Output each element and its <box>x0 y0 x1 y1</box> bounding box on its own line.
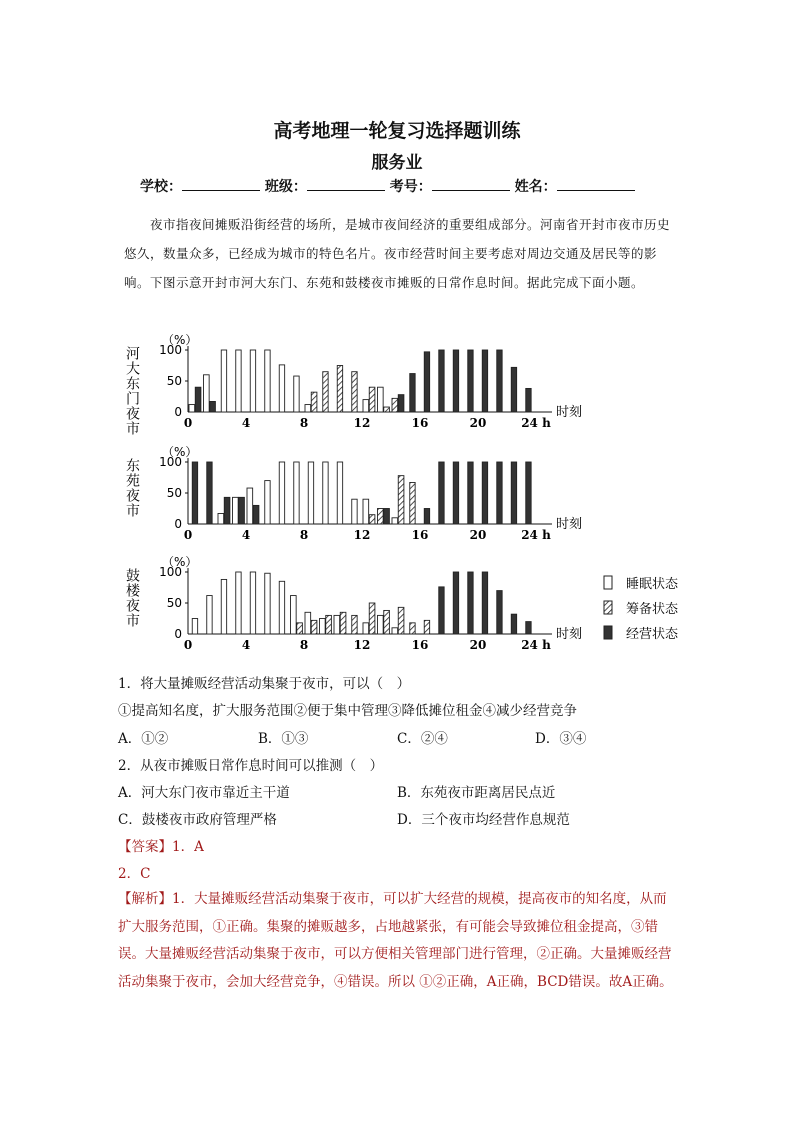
x-tick-label: 8 <box>299 638 309 652</box>
bar-sleep <box>189 405 195 412</box>
question-1-option-c[interactable]: C．②④ <box>397 731 448 747</box>
bar-prep <box>311 620 317 634</box>
page-title: 高考地理一轮复习选择题训练 <box>273 120 521 142</box>
bar-sleep <box>378 387 384 412</box>
y-axis-label: （%） <box>162 333 198 347</box>
bar-sleep <box>207 596 212 634</box>
bar-sleep <box>279 581 284 634</box>
bar-prep <box>326 615 332 634</box>
bar-oper <box>253 505 259 524</box>
bar-prep <box>384 610 390 634</box>
market-schedule-charts <box>118 322 718 662</box>
panel-name: 河大东门夜市 <box>124 346 140 436</box>
bar-oper <box>482 572 487 634</box>
bar-oper <box>511 614 516 634</box>
bar-prep <box>352 372 357 412</box>
bar-oper <box>511 367 516 412</box>
school-blank[interactable] <box>182 176 260 191</box>
legend-label-sleep: 睡眠状态 <box>626 577 679 592</box>
bar-oper <box>511 462 516 524</box>
bar-sleep <box>218 513 224 524</box>
legend-swatch-sleep <box>604 576 612 589</box>
bar-prep <box>337 366 342 413</box>
question-2-option-a[interactable]: A．河大东门夜市靠近主干道 <box>118 785 290 801</box>
bar-sleep <box>265 481 270 524</box>
bar-oper <box>468 462 473 524</box>
y-tick-label: 0 <box>174 627 182 641</box>
bar-oper <box>439 350 444 412</box>
bar-oper <box>526 462 531 524</box>
intro-paragraph: 夜市指夜间摊贩沿街经营的场所，是城市夜间经济的重要组成部分。河南省开封市夜市历史悠久，数量众多，已经成为城市的特色名片。夜市经营时间主要考虑对周边交通及居民等的影响。下图示意开封市河大东门、东苑和鼓楼夜市摊贩的日常作息时间。据此完成下面小题。 <box>124 217 671 290</box>
bar-oper <box>239 497 245 524</box>
bar-prep <box>392 398 398 412</box>
bar-oper <box>468 350 473 412</box>
bar-sleep <box>250 572 255 634</box>
y-axis-label: （%） <box>162 445 198 459</box>
y-axis-label: （%） <box>162 555 198 569</box>
x-tick-label: 12 <box>353 528 371 542</box>
bar-prep <box>340 612 346 634</box>
bar-oper <box>192 462 197 524</box>
x-tick-label: 20 <box>469 528 487 542</box>
x-tick-label: 16 <box>411 638 429 652</box>
x-tick-label: 16 <box>411 416 429 430</box>
x-tick-label: 12 <box>353 638 371 652</box>
bar-sleep <box>323 462 328 524</box>
question-2-option-b[interactable]: B．东苑夜市距离居民点近 <box>397 785 556 801</box>
bar-sleep <box>250 350 255 412</box>
name-blank[interactable] <box>557 176 635 191</box>
x-tick-label: 4 <box>241 416 251 430</box>
bar-oper <box>439 462 444 524</box>
x-tick-label: 20 <box>469 638 487 652</box>
bar-sleep <box>247 488 253 524</box>
school-label: 学校： <box>140 179 182 195</box>
bar-oper <box>398 395 404 412</box>
legend-label-oper: 经营状态 <box>626 627 679 642</box>
bar-oper <box>526 622 531 634</box>
bar-sleep <box>204 375 210 412</box>
question-2-option-d[interactable]: D．三个夜市均经营作息规范 <box>397 812 570 828</box>
bar-sleep <box>221 579 226 634</box>
bar-oper <box>424 509 429 525</box>
bar-sleep <box>363 623 369 634</box>
bar-sleep <box>265 350 270 412</box>
bar-sleep <box>334 615 340 634</box>
bar-sleep <box>236 350 241 412</box>
chart-panel-3 <box>124 555 582 652</box>
x-tick-label: 0 <box>183 416 193 430</box>
x-tick-label: 8 <box>299 528 309 542</box>
bar-oper <box>497 350 502 412</box>
bar-sleep <box>305 405 311 412</box>
bar-sleep <box>363 499 369 524</box>
bar-oper <box>453 462 458 524</box>
analysis-label: 【解析】 <box>118 891 172 907</box>
bar-prep <box>369 603 375 634</box>
x-axis-label: 时刻 <box>556 517 583 532</box>
chart-legend <box>604 576 679 642</box>
panel-name: 鼓楼夜市 <box>124 568 140 628</box>
bar-sleep <box>305 612 311 634</box>
name-label: 姓名： <box>514 179 557 195</box>
bar-prep <box>311 392 317 412</box>
chart-panel-2 <box>124 445 582 542</box>
bar-oper <box>210 401 216 412</box>
bar-prep <box>369 387 375 412</box>
legend-swatch-oper <box>604 626 612 639</box>
bar-sleep <box>294 376 299 412</box>
y-tick-label: 100 <box>159 343 182 357</box>
bar-sleep <box>279 365 284 412</box>
bar-prep <box>424 620 429 634</box>
question-1-statements: ①提高知名度，扩大服务范围②便于集中管理③降低摊位租金④减少经营竞争 <box>118 703 577 719</box>
bar-prep <box>384 407 390 412</box>
answer-2: 2．C <box>118 866 151 882</box>
x-tick-label: 4 <box>241 638 251 652</box>
x-tick-label: 24 h <box>521 528 551 542</box>
bar-sleep <box>279 462 284 524</box>
legend-swatch-prep <box>604 601 612 614</box>
bar-oper <box>224 497 230 524</box>
class-label: 班级： <box>264 179 307 195</box>
bar-sleep <box>221 350 226 412</box>
question-1-stem: 1．将大量摊贩经营活动集聚于夜市，可以（ ） <box>118 676 411 692</box>
bar-oper <box>482 350 487 412</box>
bar-sleep <box>378 615 384 634</box>
y-tick-label: 0 <box>174 517 182 531</box>
x-tick-label: 24 h <box>521 416 551 430</box>
x-axis-label: 时刻 <box>556 405 583 420</box>
bar-sleep <box>392 628 398 634</box>
bar-oper <box>482 462 487 524</box>
bar-sleep <box>392 518 398 524</box>
analysis-block <box>118 886 680 996</box>
x-tick-label: 20 <box>469 416 487 430</box>
question-2-option-c[interactable]: C．鼓楼夜市政府管理严格 <box>118 812 277 828</box>
question-1-option-a[interactable]: A．①② <box>118 731 169 747</box>
chart-panel-1 <box>124 333 582 436</box>
answer-1: 1．A <box>172 839 204 855</box>
bar-sleep <box>363 400 369 412</box>
exam-number-blank[interactable] <box>432 176 510 191</box>
bar-sleep <box>291 596 297 634</box>
bar-prep <box>398 607 404 634</box>
x-tick-label: 24 h <box>521 638 551 652</box>
bar-prep <box>297 623 303 634</box>
analysis-text: 1．大量摊贩经营活动集聚于夜市，可以扩大经营的规模，提高夜市的知名度，从而扩大服务范围，①正确。集聚的摊贩越多，占地越紧张，有可能会导致摊位租金提高，③错误。大量摊贩经营活动集聚于夜市，可以方便相关管理部门进行管理，②正确。大量摊贩经营活动集聚于夜市，会加大经营竞争，④错误。所以 ①②正确，A正确，BCD错误。故A正确。 <box>118 891 673 990</box>
panel-name: 东苑夜市 <box>124 458 140 518</box>
bar-prep <box>352 615 357 634</box>
exam-number-label: 考号： <box>389 179 432 195</box>
answer-label: 【答案】 <box>118 839 172 855</box>
page-subtitle: 服务业 <box>371 153 423 173</box>
class-blank[interactable] <box>307 176 385 191</box>
bar-prep <box>410 482 415 524</box>
bar-sleep <box>236 572 241 634</box>
bar-sleep <box>320 619 326 635</box>
bar-prep <box>323 372 328 412</box>
bar-oper <box>439 587 444 634</box>
bar-oper <box>195 387 201 412</box>
bar-prep <box>398 476 404 524</box>
bar-oper <box>410 374 415 412</box>
x-axis-label: 时刻 <box>556 627 583 642</box>
student-info-line <box>140 176 635 196</box>
bar-oper <box>453 350 458 412</box>
bar-oper <box>207 462 212 524</box>
y-tick-label: 50 <box>166 486 182 500</box>
bar-sleep <box>265 573 270 634</box>
x-tick-label: 0 <box>183 638 193 652</box>
bar-oper <box>526 388 531 412</box>
bar-prep <box>378 509 384 525</box>
bar-oper <box>424 352 429 412</box>
question-1-option-d[interactable]: D．③④ <box>535 731 587 747</box>
y-tick-label: 50 <box>166 374 182 388</box>
bar-oper <box>497 591 502 634</box>
bar-oper <box>468 572 473 634</box>
bar-sleep <box>352 499 357 524</box>
x-tick-label: 16 <box>411 528 429 542</box>
bar-sleep <box>192 619 197 635</box>
bar-oper <box>453 572 458 634</box>
y-tick-label: 50 <box>166 596 182 610</box>
bar-oper <box>384 509 390 525</box>
answer-line-1 <box>118 835 204 855</box>
bar-sleep <box>294 462 299 524</box>
bar-sleep <box>337 462 342 524</box>
bar-prep <box>369 515 375 524</box>
x-tick-label: 4 <box>241 528 251 542</box>
y-tick-label: 100 <box>159 455 182 469</box>
x-tick-label: 12 <box>353 416 371 430</box>
x-tick-label: 0 <box>183 528 193 542</box>
y-tick-label: 0 <box>174 405 182 419</box>
bar-sleep <box>233 497 239 524</box>
x-tick-label: 8 <box>299 416 309 430</box>
legend-label-prep: 筹备状态 <box>626 602 679 617</box>
y-tick-label: 100 <box>159 565 182 579</box>
bar-oper <box>497 462 502 524</box>
bar-prep <box>410 623 415 634</box>
question-2-stem: 2．从夜市摊贩日常作息时间可以推测（ ） <box>118 758 384 774</box>
bar-sleep <box>308 462 313 524</box>
question-1-option-b[interactable]: B．①③ <box>258 731 309 747</box>
